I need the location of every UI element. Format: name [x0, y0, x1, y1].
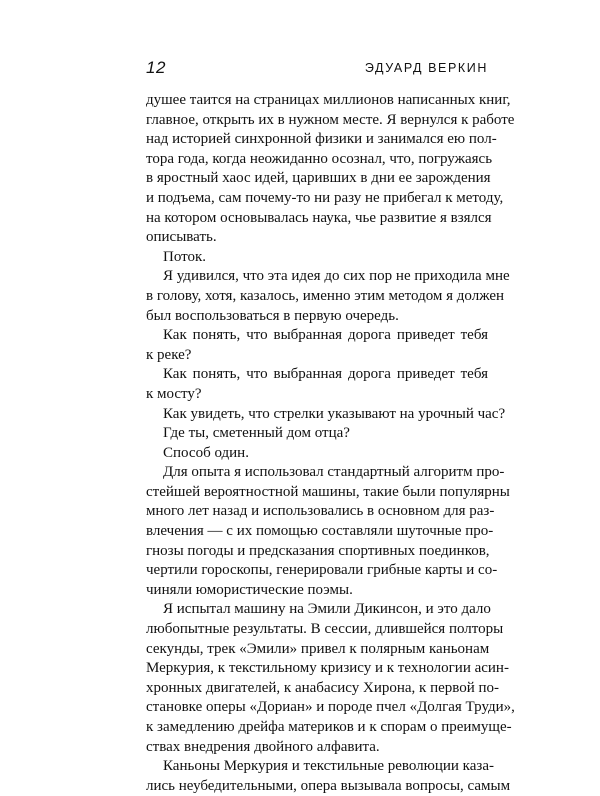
- text-line: влечения — с их помощью составляли шуточные про-: [146, 523, 494, 540]
- text-line: в голову, хотя, казалось, именно этим методом я должен: [146, 287, 505, 304]
- text-line: к замедлению дрейфа материков и к спорам о преимуще-: [146, 719, 512, 735]
- text-line: Способ один.: [163, 444, 249, 461]
- text-line: на котором основывалась наука, чье развитие я взялся: [146, 209, 492, 226]
- text-line: ствах внедрения двойного алфавита.: [146, 738, 380, 755]
- text-line: главное, открыть их в нужном месте. Я вернулся к работе: [146, 111, 515, 128]
- text-line: тора года, когда неожиданно осознал, что, погружаясь: [146, 150, 493, 167]
- text-line: Как понять, что выбранная дорога приведет тебя: [163, 366, 488, 383]
- text-line: стейшей вероятностной машины, такие были популярны: [146, 483, 510, 500]
- text-line: гнозы погоды и предсказания спортивных поединков,: [146, 542, 490, 559]
- text-line: к реке?: [146, 346, 192, 363]
- text-line: над историей синхронной физики и занимался ею пол-: [146, 131, 497, 148]
- page-number: 12: [146, 58, 166, 77]
- text-line: описывать.: [146, 229, 217, 246]
- text-line: Я удивился, что эта идея до сих пор не приходила мне: [163, 268, 510, 285]
- text-line: Каньоны Меркурия и текстильные революции каза-: [163, 758, 494, 775]
- text-line: Меркурия, к текстильному кризису и к технологии асин-: [146, 660, 509, 677]
- text-line: Я испытал машину на Эмили Дикинсон, и это дало: [163, 601, 491, 618]
- text-line: много лет назад и использовались в основном для раз-: [146, 503, 495, 520]
- text-line: чиняли юмористические поэмы.: [146, 581, 353, 598]
- text-line: лись неубедительными, опера вызывала вопросы, самым: [146, 777, 511, 794]
- text-line: Для опыта я использовал стандартный алгоритм про-: [163, 464, 505, 481]
- text-line: любопытные результаты. В сессии, длившейся полторы: [146, 621, 504, 638]
- text-line: и подъема, сам почему-то ни разу не прибегал к методу,: [146, 189, 504, 206]
- text-line: Поток.: [163, 248, 207, 265]
- text-line: становке оперы «Дориан» и породе пчел «Долгая Труди»,: [146, 699, 515, 716]
- text-line: в яростный хаос идей, царивших в дни ее зарождения: [146, 170, 491, 187]
- text-line: хронных двигателей, к анабасису Хирона, к первой по-: [146, 679, 500, 696]
- body-text: [146, 91, 515, 796]
- text-line: Как увидеть, что стрелки указывают на урочный час?: [163, 405, 506, 422]
- text-line: Как понять, что выбранная дорога приведет тебя: [163, 327, 488, 344]
- running-head-author: ЭДУАРД ВЕРКИН: [364, 61, 488, 75]
- text-line: Где ты, сметенный дом отца?: [163, 425, 350, 442]
- text-line: чертили гороскопы, генерировали грибные карты и со-: [146, 562, 498, 579]
- text-line: к мосту?: [146, 385, 202, 402]
- text-line: душее таится на страницах миллионов написанных книг,: [146, 92, 511, 108]
- text-line: секунды, трек «Эмили» привел к полярным каньонам: [146, 640, 490, 657]
- page-header: [146, 58, 488, 80]
- text-line: был воспользоваться в первую очередь.: [146, 307, 399, 324]
